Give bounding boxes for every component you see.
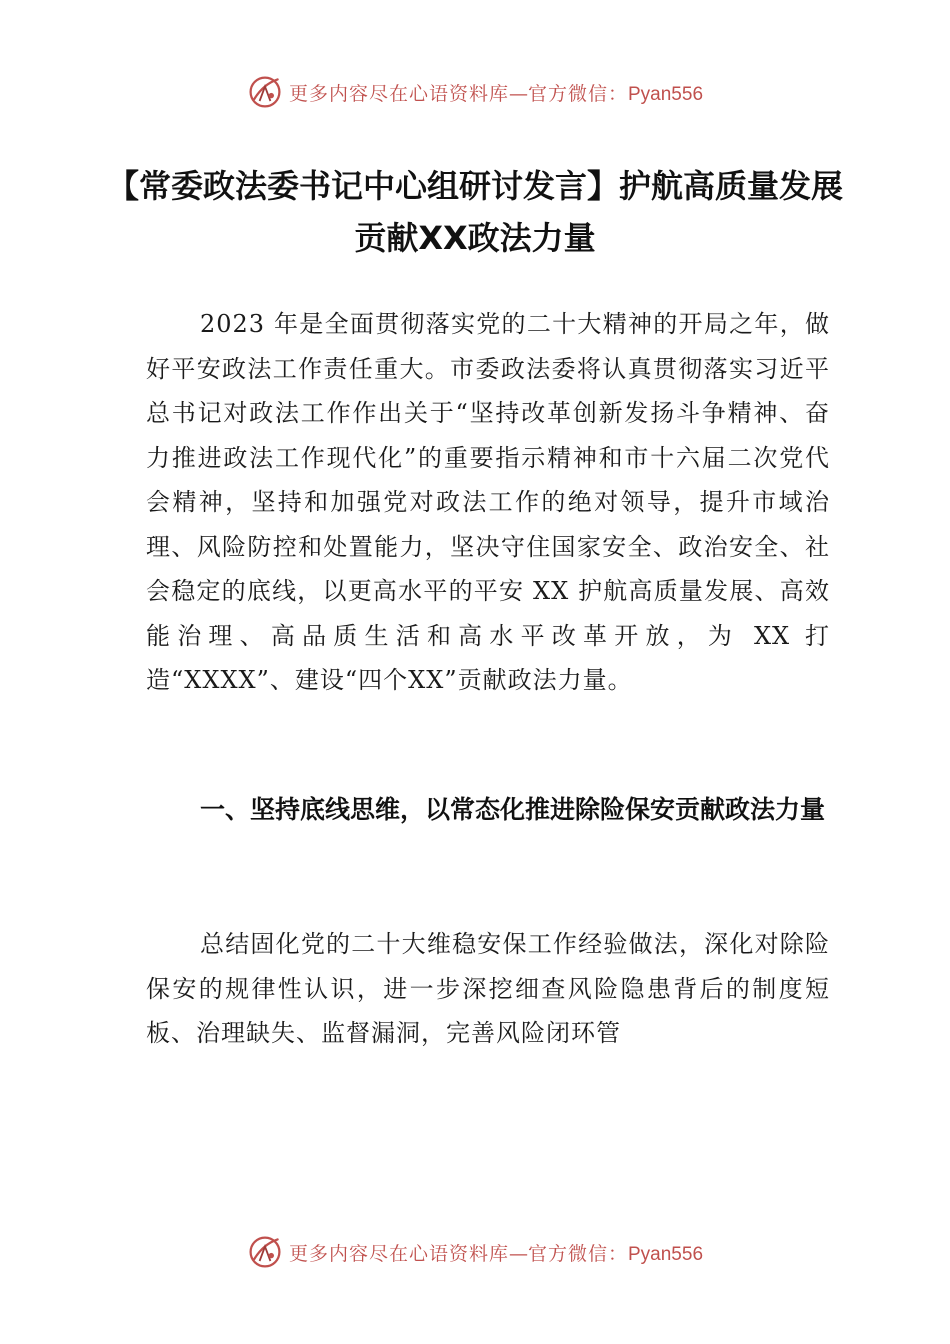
banner-text xyxy=(289,79,703,106)
banner-wechat-label: 官方微信： xyxy=(527,82,628,105)
header-banner xyxy=(0,72,950,112)
brand-logo-icon xyxy=(247,1234,283,1270)
banner-text xyxy=(289,1239,703,1266)
banner-wechat-id: Pyan556 xyxy=(628,83,704,105)
banner-wechat-id: Pyan556 xyxy=(628,1243,704,1265)
banner-separator: — xyxy=(508,82,528,105)
banner-separator: — xyxy=(508,1242,528,1265)
banner-promo-text: 更多内容尽在心语资料库 xyxy=(288,82,509,105)
document-title: 【常委政法委书记中心组研讨发言】护航高质量发展 贡献XX政法力量 xyxy=(106,167,843,257)
section-heading-1: 一、坚持底线思维，以常态化推进除险保安贡献政法力量 xyxy=(200,795,826,824)
brand-logo-icon xyxy=(247,74,283,110)
footer-banner xyxy=(0,1232,950,1272)
body-paragraph-2: 总结固化党的二十大维稳安保工作经验做法，深化对除险保安的规律性认识，进一步深挖细查风险隐患背后的制度短板、治理缺失、监督漏洞，完善风险闭环管 xyxy=(146,930,830,1047)
banner-promo-text: 更多内容尽在心语资料库 xyxy=(288,1242,509,1265)
banner-wechat-label: 官方微信： xyxy=(527,1242,628,1265)
body-paragraph-1: 2023 年是全面贯彻落实党的二十大精神的开局之年，做好平安政法工作责任重大。市委政法委将认真贯彻落实习近平总书记对政法工作作出关于“坚持改革创新发扬斗争精神、奋力推进政法工作现代化”的重要指示精神和市十六届二次党代会精神，坚持和加强党对政法工作的绝对领导，提升市域治理、风险防控和处置能力，坚决守住国家安全、政治安全、社会稳定的底线，以更高水平的平安 XX 护航高质量发展、高效能治理、高品质生活和高水平改革开放，为 XX 打造“XXXX”、建设“四个XX”贡献政法力量。 xyxy=(146,310,830,694)
